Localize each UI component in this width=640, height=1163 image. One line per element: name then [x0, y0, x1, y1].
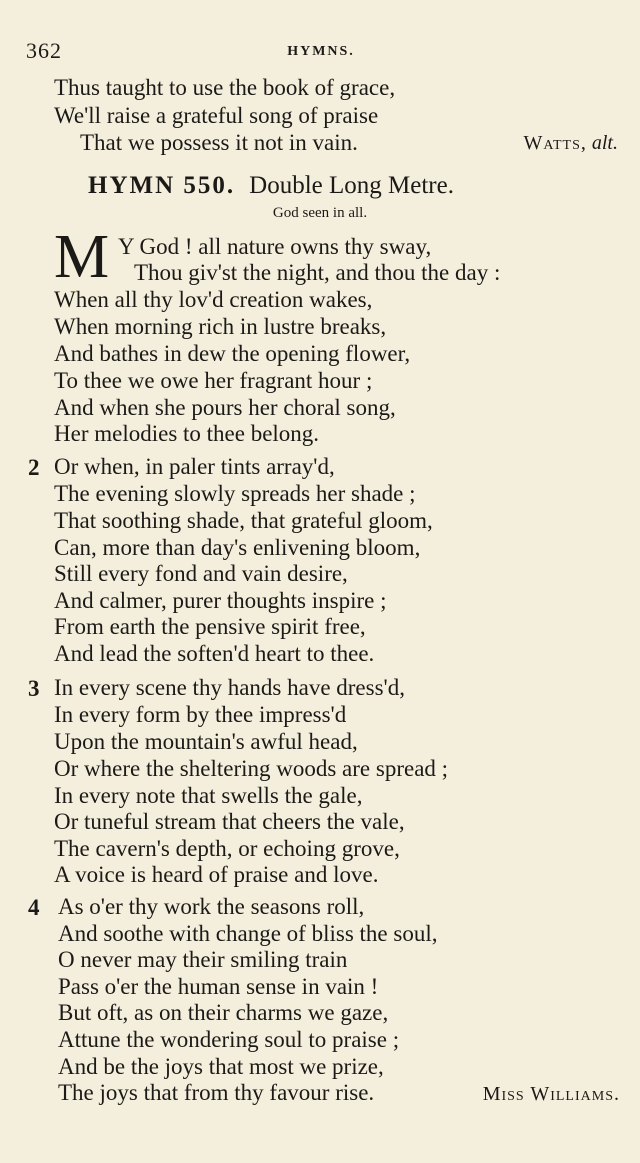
author-attribution — [524, 132, 618, 155]
page-number: 362 — [26, 38, 62, 63]
hymn-number: HYMN 550. — [88, 172, 236, 199]
verse-line: In every form by thee impress'd — [54, 702, 347, 727]
verse-line: Her melodies to thee belong. — [54, 421, 320, 446]
stanza-number: 2 — [28, 455, 40, 480]
verse-line: Upon the mountain's awful head, — [54, 729, 358, 754]
author-name: Miss Williams. — [482, 1083, 620, 1105]
verse-line: Y God ! all nature owns thy sway, — [118, 234, 432, 259]
verse-line: The cavern's depth, or echoing grove, — [54, 836, 400, 861]
drop-cap: M — [54, 223, 110, 291]
verse-line: We'll raise a grateful song of praise — [54, 103, 379, 128]
stanza-number: 3 — [28, 676, 40, 701]
verse-line: Or when, in paler tints array'd, — [54, 454, 335, 479]
verse-line: When all thy lov'd creation wakes, — [54, 287, 373, 312]
verse-line: Thou giv'st the night, and thou the day : — [134, 260, 501, 285]
verse-line: In every note that swells the gale, — [54, 783, 363, 808]
verse-line: Attune the wondering soul to praise ; — [58, 1027, 400, 1052]
verse-line: O never may their smiling train — [58, 947, 348, 972]
verse-line: To thee we owe her fragrant hour ; — [54, 368, 373, 393]
author-name: Watts, — [523, 132, 587, 154]
verse-line: That soothing shade, that grateful gloom, — [54, 508, 433, 533]
verse-line: And be the joys that most we prize, — [58, 1054, 384, 1079]
author-attribution — [483, 1083, 620, 1106]
verse-line: And lead the soften'd heart to thee. — [54, 641, 375, 666]
verse-line: And bathes in dew the opening flower, — [54, 341, 411, 366]
verse-line: That we possess it not in vain. — [80, 130, 358, 155]
verse-line: The evening slowly spreads her shade ; — [54, 481, 416, 506]
page-header — [26, 38, 616, 72]
running-head: HYMNS. — [287, 44, 355, 59]
verse-line: Or tuneful stream that cheers the vale, — [54, 809, 405, 834]
verse-line: And calmer, purer thoughts inspire ; — [54, 588, 387, 613]
verse-line: The joys that from thy favour rise. — [58, 1080, 375, 1105]
verse-line: In every scene thy hands have dress'd, — [54, 675, 405, 700]
verse-line: And when she pours her choral song, — [54, 395, 396, 420]
verse-line: Or where the sheltering woods are spread ; — [54, 756, 449, 781]
hymn-subtitle: God seen in all. — [272, 205, 368, 221]
verse-line: Can, more than day's enlivening bloom, — [54, 535, 421, 560]
author-note: alt. — [591, 132, 618, 154]
verse-line: As o'er thy work the seasons roll, — [58, 894, 365, 919]
verse-line: A voice is heard of praise and love. — [54, 862, 379, 887]
verse-line: Pass o'er the human sense in vain ! — [58, 974, 379, 999]
verse-line: From earth the pensive spirit free, — [54, 614, 366, 639]
verse-line: When morning rich in lustre breaks, — [54, 314, 387, 339]
hymn-metre: Double Long Metre. — [249, 172, 454, 199]
verse-line: But oft, as on their charms we gaze, — [58, 1000, 389, 1025]
stanza-number: 4 — [28, 895, 40, 920]
verse-line: And soothe with change of bliss the soul, — [58, 921, 438, 946]
verse-line: Thus taught to use the book of grace, — [54, 75, 396, 100]
verse-line: Still every fond and vain desire, — [54, 561, 348, 586]
hymn-title — [88, 172, 454, 200]
